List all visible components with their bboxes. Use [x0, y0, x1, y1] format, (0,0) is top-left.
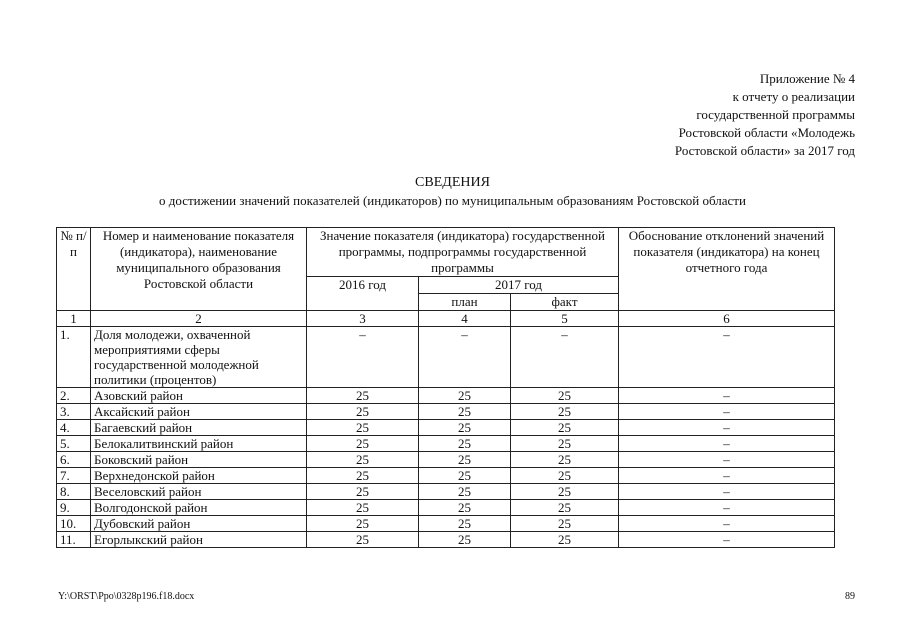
row-name: Аксайский район	[91, 404, 307, 420]
column-number: 4	[419, 311, 511, 327]
footer-file-path: Y:\ORST\Ppo\0328p196.f18.docx	[58, 591, 195, 602]
row-name: Верхнедонской район	[91, 468, 307, 484]
column-number: 1	[57, 311, 91, 327]
row-reason: –	[619, 404, 835, 420]
row-reason: –	[619, 484, 835, 500]
appendix-line: Ростовской области» за 2017 год	[674, 143, 855, 158]
row-value-fact: –	[511, 327, 619, 388]
row-value-plan: 25	[419, 468, 511, 484]
row-value-2016: 25	[307, 420, 419, 436]
row-value-plan: –	[419, 327, 511, 388]
table-row	[57, 327, 835, 388]
row-value-fact: 25	[511, 452, 619, 468]
header-value-group: Значение показателя (индикатора) государственной программы, подпрограммы государственной программы	[307, 228, 619, 277]
row-reason: –	[619, 420, 835, 436]
row-reason: –	[619, 452, 835, 468]
row-name: Багаевский район	[91, 420, 307, 436]
row-number: 7.	[57, 468, 91, 484]
row-value-plan: 25	[419, 388, 511, 404]
row-value-fact: 25	[511, 404, 619, 420]
row-value-plan: 25	[419, 484, 511, 500]
header-plan: план	[419, 294, 511, 311]
header-name: Номер и наименование показателя (индикатора), наименование муниципального образования Ростовской области	[91, 228, 307, 311]
row-value-fact: 25	[511, 468, 619, 484]
header-2017: 2017 год	[419, 277, 619, 294]
table-row	[57, 500, 835, 516]
row-value-fact: 25	[511, 436, 619, 452]
document-title: СВЕДЕНИЯ	[415, 175, 490, 190]
column-number: 5	[511, 311, 619, 327]
table-row	[57, 388, 835, 404]
row-value-fact: 25	[511, 516, 619, 532]
row-value-2016: 25	[307, 500, 419, 516]
appendix-line: государственной программы	[696, 107, 855, 122]
page-number: 89	[845, 591, 855, 602]
row-number: 2.	[57, 388, 91, 404]
row-name: Белокалитвинский район	[91, 436, 307, 452]
row-value-fact: 25	[511, 532, 619, 548]
row-value-fact: 25	[511, 500, 619, 516]
table-row	[57, 484, 835, 500]
row-name: Дубовский район	[91, 516, 307, 532]
row-number: 6.	[57, 452, 91, 468]
column-number: 2	[91, 311, 307, 327]
appendix-block	[595, 70, 855, 160]
row-reason: –	[619, 532, 835, 548]
row-name: Волгодонской район	[91, 500, 307, 516]
row-reason: –	[619, 436, 835, 452]
header-num: № п/п	[57, 228, 91, 311]
row-value-fact: 25	[511, 388, 619, 404]
header-fact: факт	[511, 294, 619, 311]
row-number: 8.	[57, 484, 91, 500]
table-row	[57, 420, 835, 436]
table-row	[57, 436, 835, 452]
column-number: 6	[619, 311, 835, 327]
table-row	[57, 404, 835, 420]
row-value-plan: 25	[419, 532, 511, 548]
column-numbers-row	[57, 311, 835, 327]
row-value-fact: 25	[511, 420, 619, 436]
row-name: Егорлыкский район	[91, 532, 307, 548]
row-name: Азовский район	[91, 388, 307, 404]
row-number: 9.	[57, 500, 91, 516]
row-value-fact: 25	[511, 484, 619, 500]
row-value-2016: 25	[307, 516, 419, 532]
row-name: Боковский район	[91, 452, 307, 468]
table-body	[57, 327, 835, 548]
table-row	[57, 468, 835, 484]
row-value-plan: 25	[419, 420, 511, 436]
row-reason: –	[619, 327, 835, 388]
row-value-plan: 25	[419, 516, 511, 532]
row-value-2016: 25	[307, 404, 419, 420]
row-value-2016: 25	[307, 532, 419, 548]
appendix-line: Приложение № 4	[759, 71, 855, 86]
document-subtitle: о достижении значений показателей (индикаторов) по муниципальным образованиям Ростовской области	[159, 193, 746, 208]
table-row	[57, 452, 835, 468]
row-number: 5.	[57, 436, 91, 452]
column-number: 3	[307, 311, 419, 327]
table-row	[57, 516, 835, 532]
row-value-2016: –	[307, 327, 419, 388]
row-reason: –	[619, 516, 835, 532]
row-reason: –	[619, 468, 835, 484]
row-number: 11.	[57, 532, 91, 548]
row-value-plan: 25	[419, 452, 511, 468]
row-number: 10.	[57, 516, 91, 532]
row-reason: –	[619, 500, 835, 516]
header-2016: 2016 год	[307, 277, 419, 311]
appendix-line: к отчету о реализации	[732, 89, 855, 104]
row-value-2016: 25	[307, 388, 419, 404]
row-value-2016: 25	[307, 484, 419, 500]
row-name: Доля молодежи, охваченной мероприятиями сферы государственной молодежной политики (процентов)	[91, 327, 307, 388]
table-row	[57, 532, 835, 548]
row-number: 3.	[57, 404, 91, 420]
row-number: 1.	[57, 327, 91, 388]
row-value-plan: 25	[419, 436, 511, 452]
row-value-plan: 25	[419, 404, 511, 420]
row-value-2016: 25	[307, 436, 419, 452]
appendix-line: Ростовской области «Молодежь	[678, 125, 855, 140]
row-reason: –	[619, 388, 835, 404]
row-value-plan: 25	[419, 500, 511, 516]
row-value-2016: 25	[307, 452, 419, 468]
indicators-table	[56, 227, 835, 548]
row-name: Веселовский район	[91, 484, 307, 500]
header-reason: Обоснование отклонений значений показателя (индикатора) на конец отчетного года	[619, 228, 835, 311]
row-number: 4.	[57, 420, 91, 436]
row-value-2016: 25	[307, 468, 419, 484]
